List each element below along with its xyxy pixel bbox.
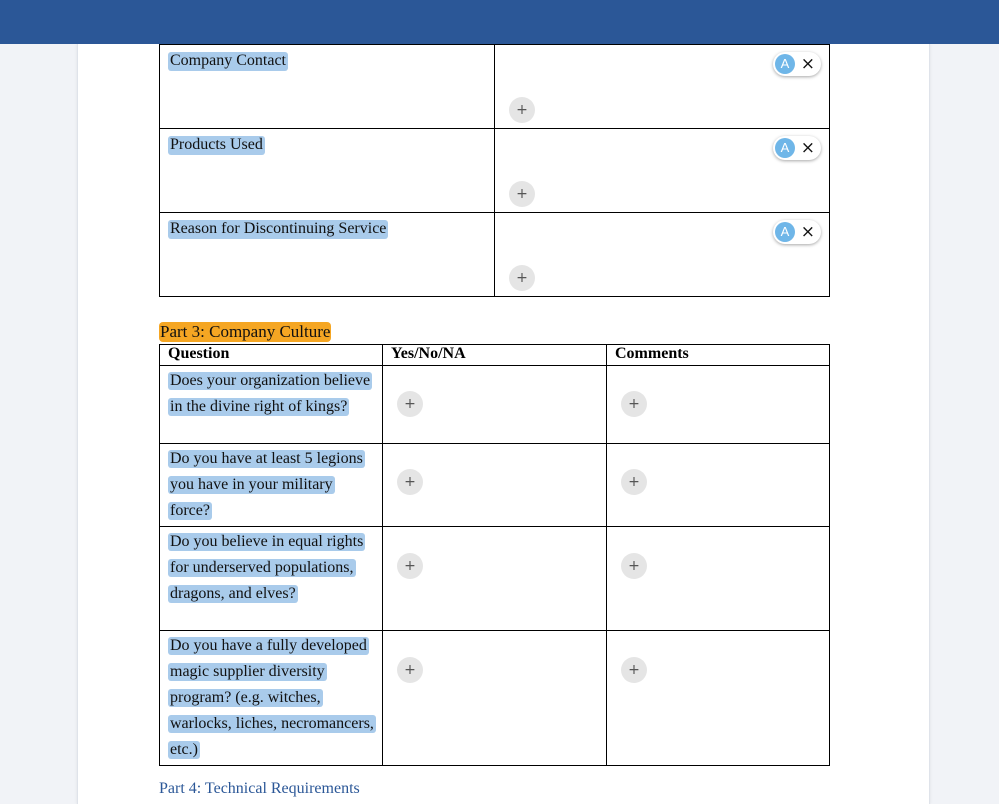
add-icon[interactable]: +: [397, 391, 423, 417]
field-label: Products Used: [170, 136, 263, 153]
assignee-chip[interactable]: [773, 52, 821, 76]
question-text: Do you have at least 5 legions you have in your military force?: [170, 450, 363, 519]
add-icon[interactable]: +: [621, 391, 647, 417]
table-row: [160, 527, 830, 631]
section-heading-part4: Part 4: Technical Requirements: [159, 780, 360, 797]
field-label: Reason for Discontinuing Service: [170, 220, 387, 237]
assignee-avatar[interactable]: A: [775, 54, 795, 74]
close-icon[interactable]: ×: [800, 54, 815, 74]
question-text: Does your organization believe in the divine right of kings?: [170, 372, 371, 415]
add-icon[interactable]: +: [397, 657, 423, 683]
add-icon[interactable]: +: [621, 469, 647, 495]
table-row: [160, 129, 830, 213]
column-header-yes-no-na: Yes/No/NA: [383, 345, 607, 366]
table-row: [160, 213, 830, 297]
table-row: [160, 45, 830, 129]
add-icon[interactable]: +: [397, 469, 423, 495]
assignee-chip[interactable]: [773, 220, 821, 244]
add-icon[interactable]: +: [509, 97, 535, 123]
assignee-avatar[interactable]: A: [775, 138, 795, 158]
column-header-question: Question: [160, 345, 383, 366]
add-icon[interactable]: +: [509, 181, 535, 207]
section-heading-part3: Part 3: Company Culture: [160, 322, 331, 341]
add-icon[interactable]: +: [621, 657, 647, 683]
contact-details-table: [159, 44, 830, 297]
app-header-bar: [0, 0, 999, 44]
table-row: [160, 631, 830, 766]
add-icon[interactable]: +: [509, 265, 535, 291]
add-icon[interactable]: +: [397, 553, 423, 579]
close-icon[interactable]: ×: [800, 138, 815, 158]
question-text: Do you believe in equal rights for underserved populations, dragons, and elves?: [170, 533, 364, 602]
table-row: [160, 366, 830, 444]
table-header-row: [160, 345, 830, 366]
add-icon[interactable]: +: [621, 553, 647, 579]
company-culture-table: [159, 344, 830, 766]
assignee-avatar[interactable]: A: [775, 222, 795, 242]
table-row: [160, 444, 830, 527]
column-header-comments: Comments: [607, 345, 830, 366]
question-text: Do you have a fully developed magic supplier diversity program? (e.g. witches, warlocks, liches, necromancers, etc.): [170, 637, 374, 758]
field-label: Company Contact: [170, 52, 286, 69]
close-icon[interactable]: ×: [800, 222, 815, 242]
assignee-chip[interactable]: [773, 136, 821, 160]
